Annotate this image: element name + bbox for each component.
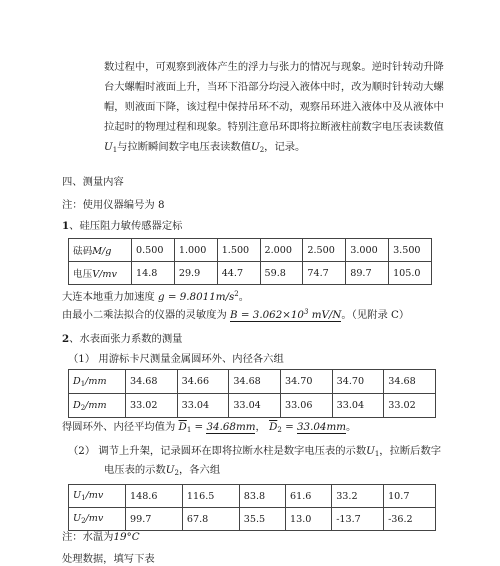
row-header-d1: $D_1/mm$ bbox=[69, 370, 126, 394]
voltage-cell: 29.9 bbox=[174, 262, 217, 285]
u1-cell: 83.8 bbox=[239, 485, 285, 508]
d2-cell: 33.04 bbox=[177, 394, 229, 418]
table-row bbox=[69, 239, 432, 262]
u1-cell: 148.6 bbox=[126, 485, 183, 508]
d2-cell: 33.04 bbox=[332, 394, 384, 418]
water-temp-note: 注：水温为19°C bbox=[62, 531, 140, 543]
row-header-mass: 砝码M/g bbox=[69, 239, 132, 262]
voltage-cell: 89.7 bbox=[346, 262, 389, 285]
table-row bbox=[69, 508, 436, 531]
row-header-u1: $U_1/mv$ bbox=[69, 485, 126, 508]
mass-cell: 1.000 bbox=[174, 239, 217, 262]
table-row bbox=[69, 370, 436, 394]
u1-cell: 10.7 bbox=[384, 485, 436, 508]
mass-cell: 2.000 bbox=[260, 239, 303, 262]
mass-cell: 3.500 bbox=[389, 239, 432, 262]
table-row bbox=[69, 394, 436, 418]
process-data-line: 处理数据，填写下表 bbox=[62, 553, 155, 565]
voltage-cell: 74.7 bbox=[303, 262, 346, 285]
mass-cell: 0.500 bbox=[132, 239, 175, 262]
d1-cell: 34.68 bbox=[229, 370, 281, 394]
mass-cell: 2.500 bbox=[303, 239, 346, 262]
row-header-d2: $D_2/mm$ bbox=[69, 394, 126, 418]
u1-cell: 61.6 bbox=[285, 485, 331, 508]
subsection-2-heading: 2、水表面张力系数的测量 bbox=[62, 333, 183, 345]
table-row bbox=[69, 485, 436, 508]
section-heading: 四、测量内容 bbox=[62, 176, 124, 188]
voltage-cell: 59.8 bbox=[260, 262, 303, 285]
paragraph-line-2: 台大螺帽时液面上升，当环下沿部分均浸入液体中时，改为顺时针转动大螺 bbox=[104, 81, 444, 93]
average-diameter-line: 得圆环外、内径平均值为 $\overline{D}_1 = 34.68mm$， $\overline{D}_2 = 33.04mm$。 bbox=[62, 421, 357, 434]
row-header-voltage: 电压V/mv bbox=[69, 262, 132, 285]
d2-cell: 33.02 bbox=[384, 394, 436, 418]
step-1: （1） 用游标卡尺测量金属圆环外、内径各六组 bbox=[68, 353, 284, 365]
voltage-reading-table bbox=[68, 484, 436, 531]
sensitivity-line: 由最小二乘法拟合的仪器的灵敏度为 $B = 3.062\times 10^3$ mV/N。（见附录 C） bbox=[62, 308, 410, 321]
u2-cell: -13.7 bbox=[332, 508, 384, 531]
calibration-table bbox=[68, 238, 432, 285]
table-row bbox=[69, 262, 432, 285]
u1-cell: 33.2 bbox=[332, 485, 384, 508]
u2-cell: -36.2 bbox=[384, 508, 436, 531]
subsection-1-heading: 1、硅压阻力敏传感器定标 bbox=[62, 220, 183, 232]
step-2-line-1: （2） 调节上升架，记录圆环在即将拉断水柱是数字电压表的示数$U_1$，拉断后数字 bbox=[68, 445, 442, 458]
d2-cell: 33.04 bbox=[229, 394, 281, 418]
voltage-cell: 105.0 bbox=[389, 262, 432, 285]
mass-cell: 1.500 bbox=[217, 239, 260, 262]
paragraph-line-1: 数过程中，可观察到液体产生的浮力与张力的情况与现象。逆时针转动升降 bbox=[104, 61, 444, 73]
paragraph-line-4: 拉起时的物理过程和现象。特别注意吊环即将拉断液柱前数字电压表读数值 bbox=[104, 121, 444, 133]
paragraph-line-3: 帽，则液面下降，该过程中保持吊环不动，观察吊环进入液体中及从液体中 bbox=[104, 101, 444, 113]
u2-cell: 99.7 bbox=[126, 508, 183, 531]
d1-cell: 34.66 bbox=[177, 370, 229, 394]
paragraph-line-5: $U_1$与拉断瞬间数字电压表读数值$U_2$，记录。 bbox=[104, 141, 306, 154]
instrument-note: 注：使用仪器编号为 8 bbox=[62, 199, 165, 211]
step-2-line-2: 电压表的示数$U_2$，各六组 bbox=[104, 464, 221, 477]
d1-cell: 34.68 bbox=[126, 370, 178, 394]
diameter-table bbox=[68, 369, 436, 418]
voltage-cell: 44.7 bbox=[217, 262, 260, 285]
row-header-u2: $U_2/mv$ bbox=[69, 508, 126, 531]
u2-cell: 13.0 bbox=[285, 508, 331, 531]
mass-cell: 3.000 bbox=[346, 239, 389, 262]
u2-cell: 67.8 bbox=[182, 508, 239, 531]
d1-cell: 34.70 bbox=[332, 370, 384, 394]
d2-cell: 33.06 bbox=[280, 394, 332, 418]
d1-cell: 34.68 bbox=[384, 370, 436, 394]
d1-cell: 34.70 bbox=[280, 370, 332, 394]
gravity-line: 大连本地重力加速度 $g = 9.8011m/s^2$。 bbox=[62, 290, 250, 303]
voltage-cell: 14.8 bbox=[132, 262, 175, 285]
u1-cell: 116.5 bbox=[182, 485, 239, 508]
u2-cell: 35.5 bbox=[239, 508, 285, 531]
d2-cell: 33.02 bbox=[126, 394, 178, 418]
